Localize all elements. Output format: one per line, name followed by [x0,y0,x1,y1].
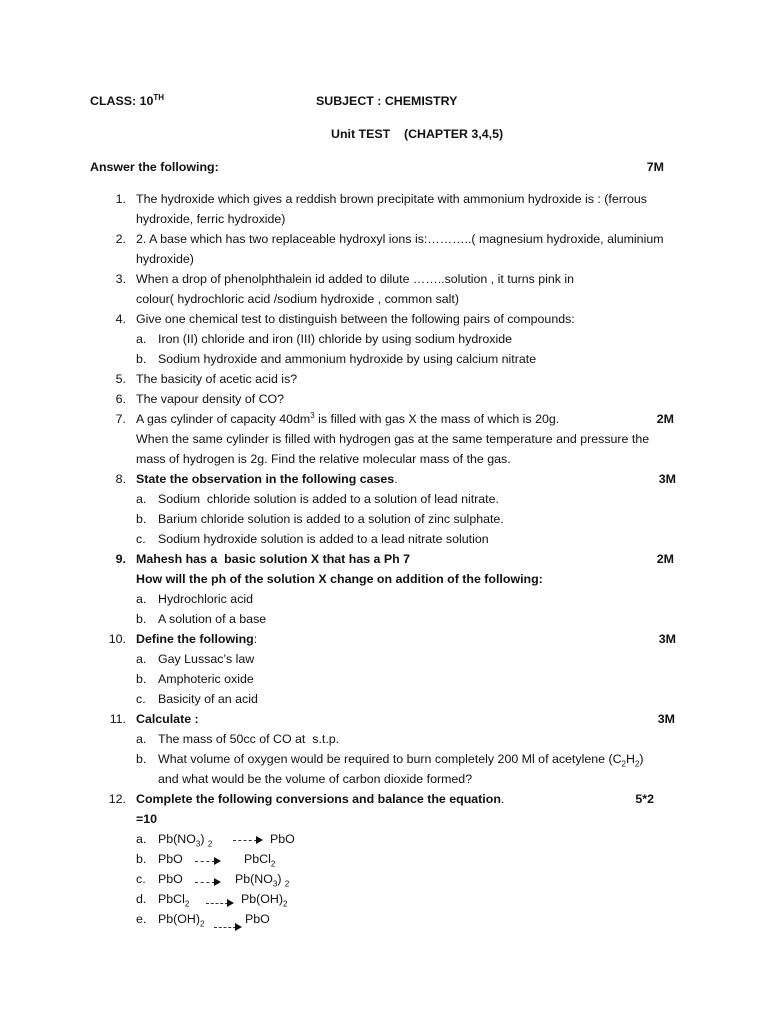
subitem-text: Gay Lussac’s law [158,652,255,666]
question-number: 7. [115,412,126,426]
subitem-text: Sodium hydroxide and ammonium hydroxide by using calcium nitrate [158,352,537,366]
subitem-label: a. [136,492,147,506]
subitem-label: a. [136,332,147,346]
question-number: 11. [109,712,126,726]
product: $Pb(OH)_2$ [241,892,288,909]
subitem-text-cont: and what would be the volume of carbon dioxide formed? [158,772,473,786]
subitem-text: A solution of a base [158,612,267,626]
question-number: 1. [115,192,126,206]
subitem-text: What volume of oxygen would be required to burn completely 200 Ml of acetylene $(C_2H_2)$ [158,752,644,769]
question-number: 9. [115,552,126,566]
question-marks-cont: =10 [136,812,158,826]
subitem-label: a. [136,592,147,606]
question-marks: 2M [656,552,674,566]
question-text-cont: How will the ph of the solution X change on addition of the following: [136,572,543,586]
subitem-label: c. [136,532,146,546]
instruction-text: Answer the following: [90,160,219,174]
subitem-label: c. [136,692,146,706]
product: PbO [270,832,295,846]
question-number: 3. [115,272,126,286]
question-text-cont: hydroxide) [136,252,194,266]
arrow-icon [233,840,257,841]
question-marks: 3M [658,472,676,486]
subitem-text: Basicity of an acid [158,692,258,706]
question-text: The vapour density of CO? [136,392,285,406]
question-number: 2. [115,232,126,246]
subitem-text: Hydrochloric acid [158,592,254,606]
question-text-cont: colour( hydrochloric acid /sodium hydroxide , common salt) [136,292,459,306]
question-text: The basicity of acetic acid is? [136,372,298,386]
instruction-marks: 7M [646,160,664,174]
arrow-icon [206,903,228,904]
subitem-label: b. [136,512,147,526]
subitem-label: b. [136,752,147,766]
subitem-label: a. [136,652,147,666]
product: $Pb(NO_3)$ $_2$ [235,872,290,889]
subject-label: SUBJECT : CHEMISTRY [316,94,458,108]
question-marks: 3M [657,712,675,726]
subitem-label: b. [136,852,147,866]
question-text: Mahesh has a basic solution X that has a Ph 7 [136,552,411,566]
subitem-label: a. [136,732,147,746]
question-number: 4. [115,312,126,326]
class-label: CLASS: 10TH [90,92,165,108]
product: PbO [245,912,270,926]
question-text-cont: hydroxide, ferric hydroxide) [136,212,286,226]
question-text: When a drop of phenolphthalein id added to dilute ……..solution , it turns pink in [136,272,575,286]
subitem-text: Iron (II) chloride and iron (III) chloride by using sodium hydroxide [158,332,512,346]
reactant: $Pb(OH)_2$ [158,912,205,929]
subitem-label: d. [136,892,147,906]
question-number: 5. [115,372,126,386]
question-number: 6. [115,392,126,406]
question-text-cont: When the same cylinder is filled with hydrogen gas at the same temperature and pressure the [136,432,650,446]
subitem-label: b. [136,352,147,366]
question-text: A gas cylinder of capacity $40dm^3$ is filled with gas X the mass of which is 20g. [136,410,560,426]
question-marks: 2M [656,412,674,426]
subitem-text: The mass of 50cc of CO at s.t.p. [158,732,340,746]
arrow-icon [195,882,215,883]
question-text-cont: mass of hydrogen is 2g. Find the relative molecular mass of the gas. [136,452,511,466]
subitem-label: a. [136,832,147,846]
question-number: 10. [108,632,126,646]
subitem-label: b. [136,612,147,626]
reactant: PbO [158,872,183,886]
arrow-icon [214,927,236,928]
product: PbCl$_2$ [244,852,276,869]
reactant: $Pb(NO_3)$ $_2$ [158,832,213,849]
subitem-text: Sodium hydroxide solution is added to a lead nitrate solution [158,532,489,546]
subitem-text: Barium chloride solution is added to a solution of zinc sulphate. [158,512,504,526]
unit-test-title: Unit TEST (CHAPTER 3,4,5) [331,127,504,141]
subitem-text: Amphoteric oxide [158,672,254,686]
subitem-label: b. [136,672,147,686]
question-text: Calculate : [136,712,199,726]
question-text: Give one chemical test to distinguish between the following pairs of compounds: [136,312,575,326]
arrow-icon [195,861,215,862]
question-number: 12. [108,792,126,806]
question-text: The hydroxide which gives a reddish brown precipitate with ammonium hydroxide is : (ferrous [136,192,647,206]
question-number: 8. [115,472,126,486]
subitem-text: Sodium chloride solution is added to a solution of lead nitrate. [158,492,499,506]
question-marks: 3M [658,632,676,646]
question-text: 2. A base which has two replaceable hydroxyl ions is:………..( magnesium hydroxide, aluminium [136,232,664,246]
question-text: Complete the following conversions and balance the equation. [136,792,505,806]
question-text: Define the following: [136,632,258,646]
question-text: State the observation in the following cases. [136,472,398,486]
subitem-label: c. [136,872,146,886]
reactant: PbCl$_2$ [158,892,190,909]
reactant: PbO [158,852,183,866]
question-marks: 5*2 [635,792,654,806]
subitem-label: e. [136,912,147,926]
